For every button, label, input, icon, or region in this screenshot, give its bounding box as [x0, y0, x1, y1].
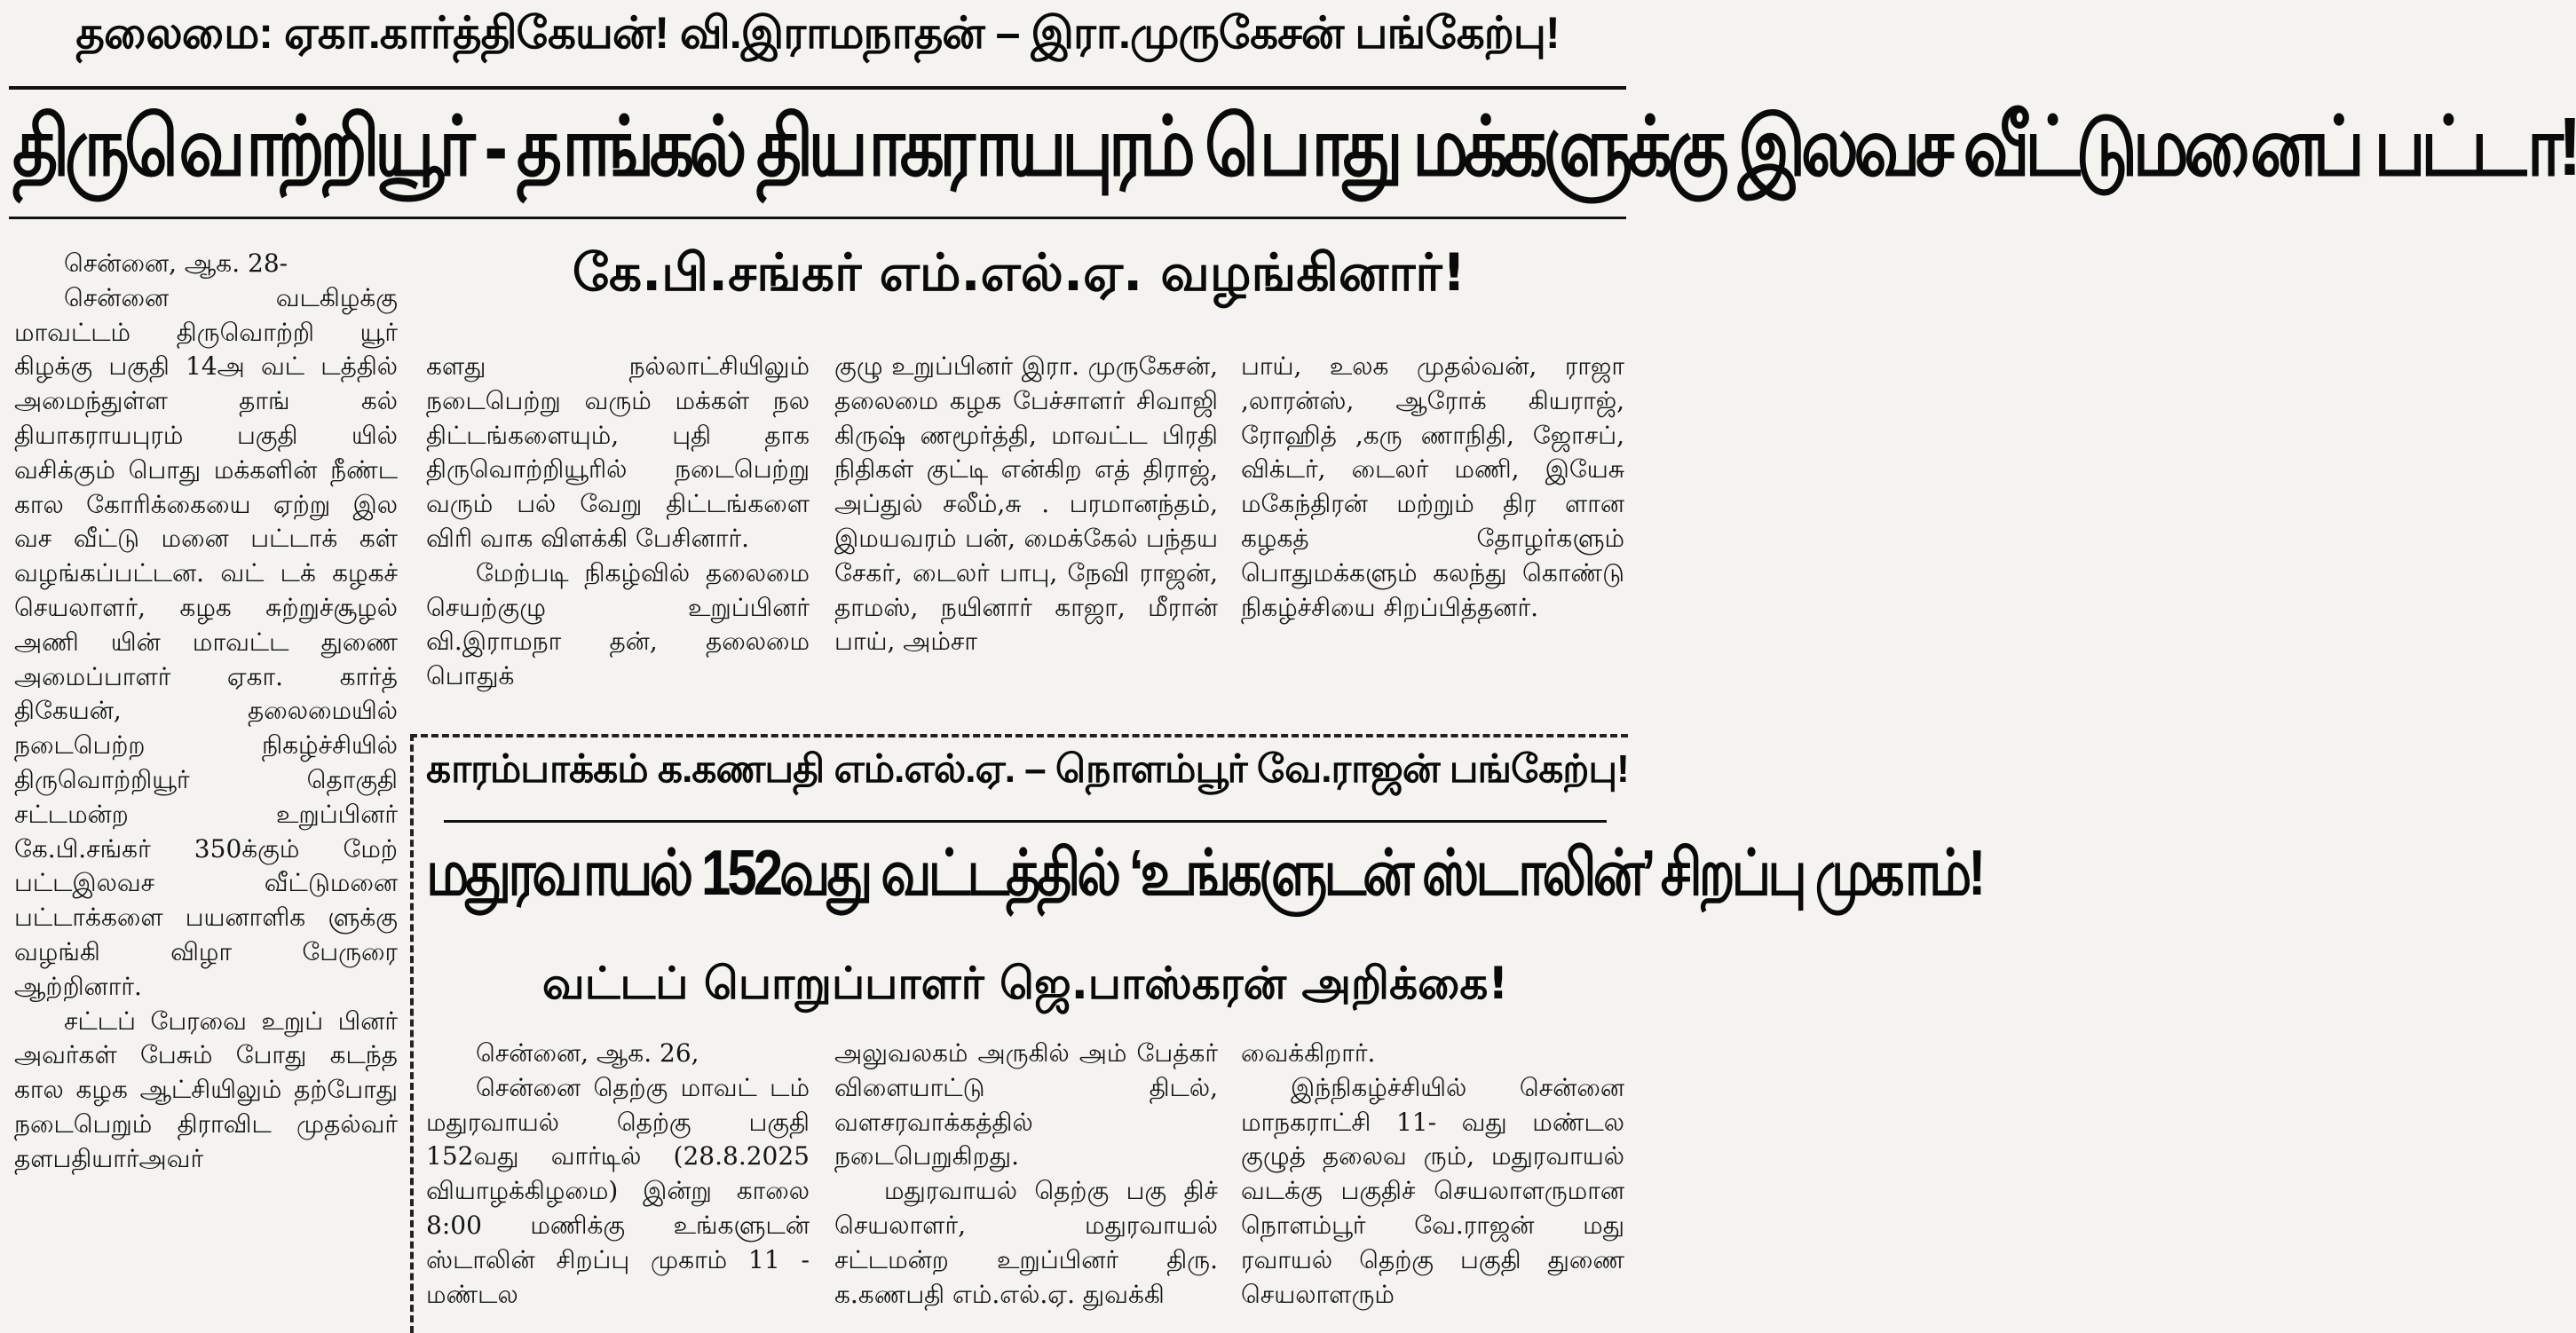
kicker-story2: காரம்பாக்கம் க.கணபதி எம்.எல்.ஏ. – நொளம்பூர் வே.ராஜன் பங்கேற்பு!	[426, 747, 1629, 791]
story2-column-3	[1241, 1037, 1624, 1312]
paragraph: சென்னை தெற்கு மாவட் டம் மதுரவாயல் தெற்கு பகுதி 152வது வார்டில் (28.8.2025 வியாழக்கிழமை) இன்று காலை 8:00 மணிக்கு உங்களுடன் ஸ்டாலின் சிறப்பு முகாம் 11 - மண்டல	[426, 1072, 810, 1309]
paragraph: பாய், உலக முதல்வன், ராஜா ,லாரன்ஸ், ஆரோக் கியராஜ், ரோஹித் ,கரு ணாநிதி, ஜோசப், விக்டர், டைலர் மணி, இயேசு மகேந்திரன் மற்றும் திர ளான கழகத் தோழர்களும் பொதுமக்களும் கலந்து கொண்டு நிகழ்ச்சியை சிறப்பித்தனர்.	[1241, 351, 1624, 622]
subhead-story2: வட்டப் பொறுப்பாளர் ஜெ.பாஸ்கரன் அறிக்கை!	[541, 958, 1509, 1009]
story1-column-1	[426, 350, 810, 694]
dateline: சென்னை, ஆக. 28-	[64, 248, 288, 278]
paragraph: சட்டப் பேரவை உறுப் பினர் அவர்கள் பேசும் போது கடந்த கால கழக ஆட்சியிலும் தற்போது நடைபெறும் திராவிட முதல்வர் தளபதியார்அவர்	[14, 1006, 398, 1173]
story2-column-2	[834, 1037, 1218, 1312]
rule-top	[9, 86, 1626, 90]
dashed-box-left	[410, 734, 414, 1333]
paragraph: மேற்படி நிகழ்வில் தலைமை செயற்குழு உறுப்பினர் வி.இராமநா தன், தலைமை பொதுக்	[426, 557, 810, 691]
rule-story2	[444, 820, 1607, 823]
dashed-box-top	[410, 734, 1628, 737]
paragraph: மதுரவாயல் தெற்கு பகு திச் செயலாளர், மதுரவாயல் சட்டமன்ற உறுப்பினர் திரு. க.கணபதி எம்.எல்.ஏ. துவக்கி	[834, 1176, 1218, 1309]
story1-column-3	[1241, 350, 1624, 625]
story1-column-2	[834, 350, 1218, 659]
headline-story2: மதுரவாயல் 152வது வட்டத்தில் ‘உங்களுடன் ஸ்டாலின்’ சிறப்பு முகாம்!	[426, 837, 1983, 909]
rule-under-headline	[9, 217, 1626, 219]
dateline: சென்னை, ஆக. 26,	[476, 1038, 699, 1068]
paragraph: சென்னை வடகிழக்கு மாவட்டம் திருவொற்றி யூர் கிழக்கு பகுதி 14அ வட் டத்தில் அமைந்துள்ள தாங் கல் தியாகராயபுரம் பகுதி யில் வசிக்கும் பொது மக்களின் நீண்ட கால கோரிக்கையை ஏற்று இல வச வீட்டு மனை பட்டாக் கள் வழங்கப்பட்டன. வட் டக் கழகச் செயலாளர், கழக சுற்றுச்சூழல் அணி யின் மாவட்ட துணை அமைப்பாளர் ஏகா. கார்த் திகேயன், தலைமையில் நடைபெற்ற நிகழ்ச்சியில் திருவொற்றியூர் தொகுதி சட்டமன்ற உறுப்பினர் கே.பி.சங்கர் 350க்கும் மேற் பட்டஇலவச வீட்டுமனை பட்டாக்களை பயனாளிக ளுக்கு வழங்கி விழா பேருரை ஆற்றினார்.	[14, 282, 398, 1001]
paragraph: அலுவலகம் அருகில் அம் பேத்கர் விளையாட்டு திடல், வளசரவாக்கத்தில் நடைபெறுகிறது.	[834, 1038, 1218, 1171]
paragraph: வைக்கிறார்.	[1241, 1038, 1376, 1068]
story2-column-1	[426, 1037, 810, 1312]
story1-column-left	[14, 247, 398, 1177]
paragraph: களது நல்லாட்சியிலும் நடைபெற்று வரும் மக்கள் நல திட்டங்களையும், புதி தாக திருவொற்றியூரில் நடைபெற்று வரும் பல் வேறு திட்டங்களை விரி வாக விளக்கி பேசினார்.	[426, 351, 810, 553]
paragraph: இந்நிகழ்ச்சியில் சென்னை மாநகராட்சி 11- வது மண்டல குழுத் தலைவ ரும், மதுரவாயல் வடக்கு பகுதிச் செயலாளருமான நொளம்பூர் வே.ராஜன் மது ரவாயல் தெற்கு பகுதி துணை செயலாளரும்	[1241, 1072, 1624, 1309]
subhead-story1: கே.பி.சங்கர் எம்.எல்.ஏ. வழங்கினார்!	[572, 242, 1466, 303]
paragraph: குழு உறுப்பினர் இரா. முருகேசன், தலைமை கழக பேச்சாளர் சிவாஜி கிருஷ் ணமூர்த்தி, மாவட்ட பிரதி நிதிகள் குட்டி என்கிற எத் திராஜ், அப்துல் சலீம்,சு . பரமானந்தம், இமயவரம் பன், மைக்கேல் பந்தய சேகர், டைலர் பாபு, நேவி ராஜன், தாமஸ், நயினார் காஜா, மீரான் பாய், அம்சா	[834, 351, 1218, 657]
kicker-story1: தலைமை: ஏகா.கார்த்திகேயன்! வி.இராமநாதன் – இரா.முருகேசன் பங்கேற்பு!	[75, 8, 1560, 58]
headline-story1: திருவொற்றியூர் - தாங்கல் தியாகராயபுரம் பொது மக்களுக்கு இலவச வீட்டுமனைப் பட்டா!	[12, 99, 2576, 193]
